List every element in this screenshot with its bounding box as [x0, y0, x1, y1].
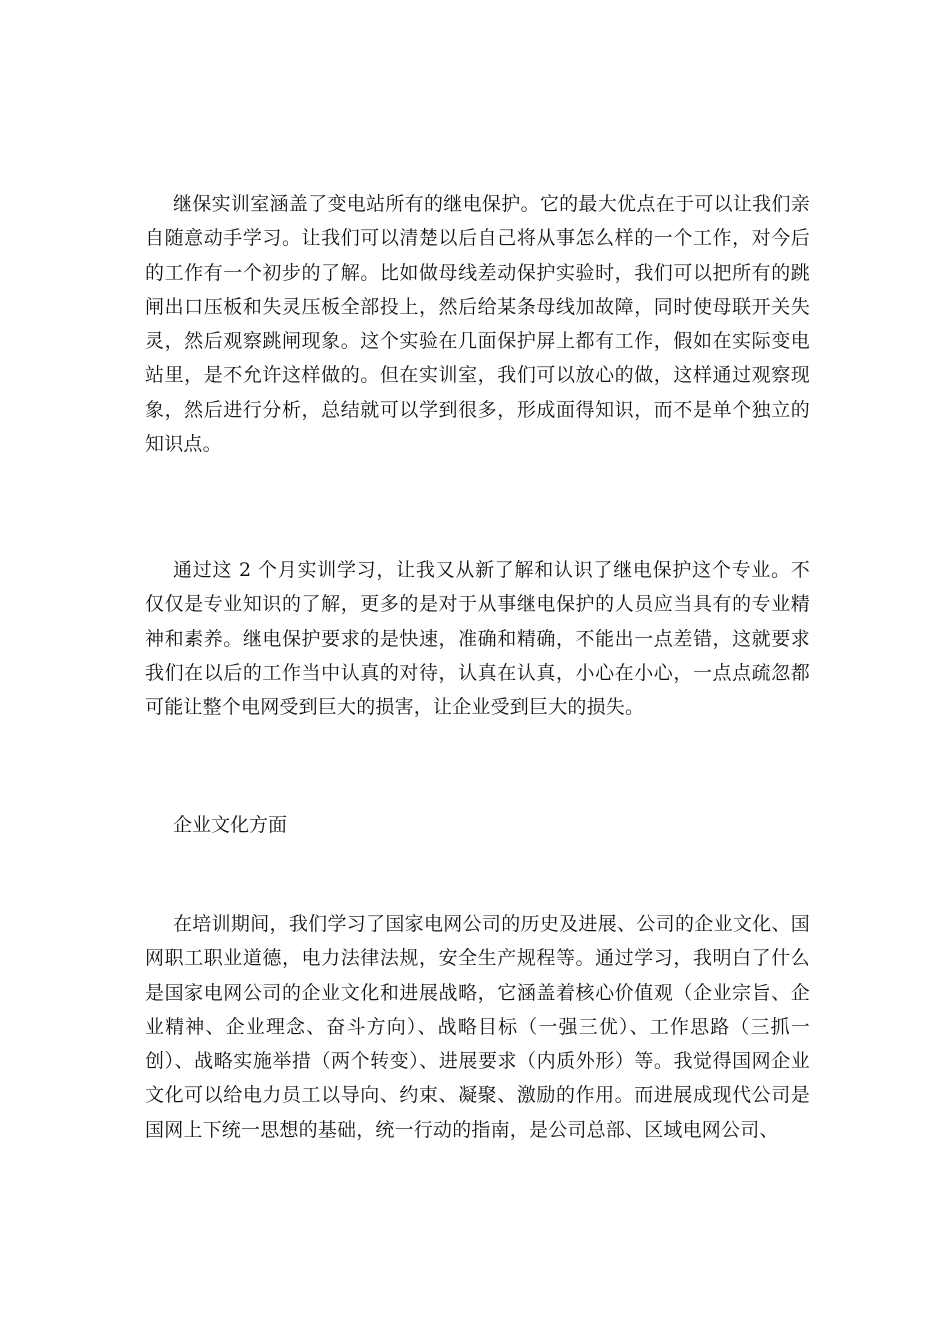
section-heading-corporate-culture: 企业文化方面 — [173, 814, 288, 836]
paragraph-two-month-training: 通过这 2 个月实训学习，让我又从新了解和认识了继电保护这个专业。不仅仅是专业知识的了解，更多的是对于从事继电保护的人员应当具有的专业精神和素养。继电保护要求的是快速，准确和精确，不能出一点差错，这就要求我们在以后的工作当中认真的对待，认真在认真，小心在小心，一点点疏忽都可能让整个电网受到巨大的损害，让企业受到巨大的损失。 — [145, 559, 810, 719]
paragraph-relay-training-room: 继保实训室涵盖了变电站所有的继电保护。它的最大优点在于可以让我们亲自随意动手学习。让我们可以清楚以后自己将从事怎么样的一个工作，对今后的工作有一个初步的了解。比如做母线差动保护实验时，我们可以把所有的跳闸出口压板和失灵压板全部投上，然后给某条母线加故障，同时使母联开关失灵，然后观察跳闸现象。这个实验在几面保护屏上都有工作，假如在实际变电站里，是不允许这样做的。但在实训室，我们可以放心的做，这样通过观察现象，然后进行分析，总结就可以学到很多，形成面得知识，而不是单个独立的知识点。 — [145, 193, 810, 456]
paragraph-corporate-culture: 在培训期间，我们学习了国家电网公司的历史及进展、公司的企业文化、国网职工职业道德，电力法律法规，安全生产规程等。通过学习，我明白了什么是国家电网公司的企业文化和进展战略，它涵盖着核心价值观（企业宗旨、企业精神、企业理念、奋斗方向）、战略目标（一强三优）、工作思路（三抓一创）、战略实施举措（两个转变）、进展要求（内质外形）等。我觉得国网企业文化可以给电力员工以导向、约束、凝聚、激励的作用。而进展成现代公司是国网上下统一思想的基础，统一行动的指南，是公司总部、区域电网公司、 — [145, 913, 810, 1141]
